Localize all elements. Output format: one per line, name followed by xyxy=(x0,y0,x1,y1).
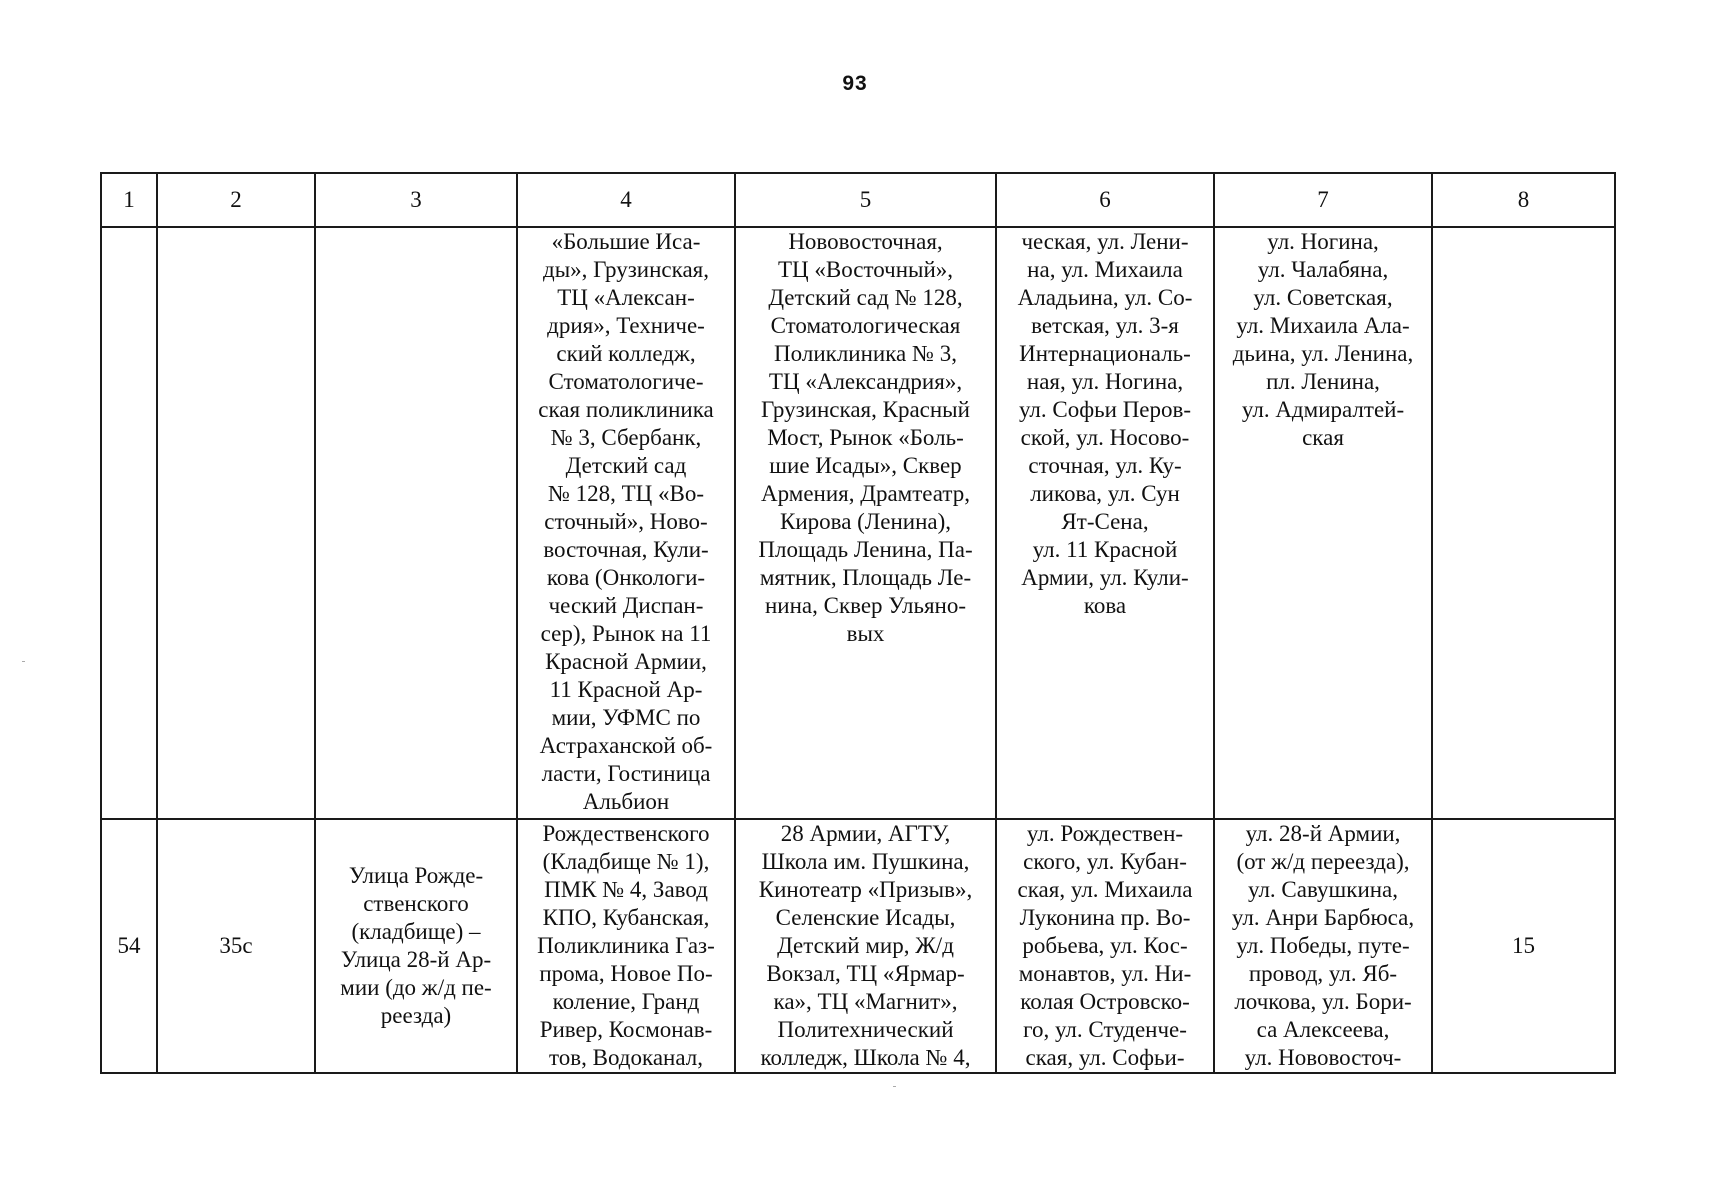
table-row xyxy=(101,819,1615,1073)
header-cell-5: 5 xyxy=(735,173,996,227)
row-number-cell xyxy=(101,819,157,1073)
cell-text: Улица Рожде- ственского (кладбище) – Улица 28-й Ар- мии (до ж/д пе- реезда) xyxy=(340,863,492,1028)
length-cell xyxy=(1432,227,1615,819)
header-cell-7: 7 xyxy=(1214,173,1432,227)
cell-text: 15 xyxy=(1512,933,1535,958)
cell-text: 35с xyxy=(219,933,253,958)
route-number-cell xyxy=(157,227,315,819)
cell-text: 54 xyxy=(117,933,141,958)
scan-speck xyxy=(22,661,25,662)
header-cell-4: 4 xyxy=(517,173,735,227)
cell-text: «Большие Иса- ды», Грузинская, ТЦ «Алексан- дрия», Техниче- ский колледж, Стоматологиче- ская поликлиника № 3, Сбербанк, Детский сад № 128, ТЦ «Во- сточный», Ново- восточная, Кули- кова (Онкологи- ческий Диспан- сер), Рынок на 11 Красной Армии, 11 Красной Ар- мии, УФМС по Астраханской об- ласти, Гостиница Альбион xyxy=(538,229,714,814)
row-number-cell xyxy=(101,227,157,819)
header-cell-1: 1 xyxy=(101,173,157,227)
cell-text: Нововосточная, ТЦ «Восточный», Детский сад № 128, Стоматологическая Поликлиника № 3, ТЦ «Александрия», Грузинская, Красный Мост, Рынок «Боль- шие Исады», Сквер Армения, Драмтеатр, Кирова (Ленина), Площадь Ленина, Па- мятник, Площадь Ле- нина, Сквер Ульяно- вых xyxy=(758,229,973,646)
cell-text: 28 Армии, АГТУ, Школа им. Пушкина, Кинотеатр «Призыв», Селенские Исады, Детский мир, Ж/д Вокзал, ТЦ «Ярмар- ка», ТЦ «Магнит», Политехнический колледж, Школа № 4, xyxy=(758,821,973,1070)
route-name-cell xyxy=(315,227,517,819)
streets-forward-cell xyxy=(996,819,1214,1073)
streets-backward-cell xyxy=(1214,819,1432,1073)
stops-forward-cell xyxy=(517,227,735,819)
cell-text: ул. Рождествен- ского, ул. Кубан- ская, ул. Михаила Луконина пр. Во- робьева, ул. Кос- монавтов, ул. Ни- колая Островско- го, ул. Студенче- ская, ул. Софьи- xyxy=(1017,821,1193,1070)
header-cell-3: 3 xyxy=(315,173,517,227)
route-name-cell xyxy=(315,819,517,1073)
route-number-cell xyxy=(157,819,315,1073)
page-number: 93 xyxy=(842,72,868,95)
stops-backward-cell xyxy=(735,227,996,819)
cell-text: ческая, ул. Лени- на, ул. Михаила Аладьина, ул. Со- ветская, ул. 3-я Интернациональ- ная, ул. Ногина, ул. Софьи Перов- ской, ул. Ноcово- сточная, ул. Ку- ликова, ул. Сун Ят-Сена, ул. 11 Красной Армии, ул. Кули- кова xyxy=(1017,229,1193,618)
streets-backward-cell xyxy=(1214,227,1432,819)
header-cell-6: 6 xyxy=(996,173,1214,227)
streets-forward-cell xyxy=(996,227,1214,819)
header-cell-8: 8 xyxy=(1432,173,1615,227)
route-table xyxy=(100,172,1616,1074)
header-row xyxy=(101,173,1615,227)
stops-forward-cell xyxy=(517,819,735,1073)
header-cell-2: 2 xyxy=(157,173,315,227)
cell-text: Рождественского (Кладбище № 1), ПМК № 4, Завод КПО, Кубанская, Поликлиника Газ- прома, Новое По- коление, Гранд Ривер, Космонав- тов, Водоканал, xyxy=(537,821,715,1070)
table-row xyxy=(101,227,1615,819)
scan-speck xyxy=(893,1086,896,1087)
cell-text: ул. 28-й Армии, (от ж/д переезда), ул. Савушкина, ул. Анри Барбюса, ул. Победы, путе- провод, ул. Яб- лочкова, ул. Бори- са Алексеева, ул. Нововосточ- xyxy=(1231,821,1415,1070)
stops-backward-cell xyxy=(735,819,996,1073)
cell-text: ул. Ногина, ул. Чалабяна, ул. Советская, ул. Михаила Ала- дьина, ул. Ленина, пл. Ленина, ул. Адмиралтей- ская xyxy=(1232,229,1414,450)
length-cell xyxy=(1432,819,1615,1073)
